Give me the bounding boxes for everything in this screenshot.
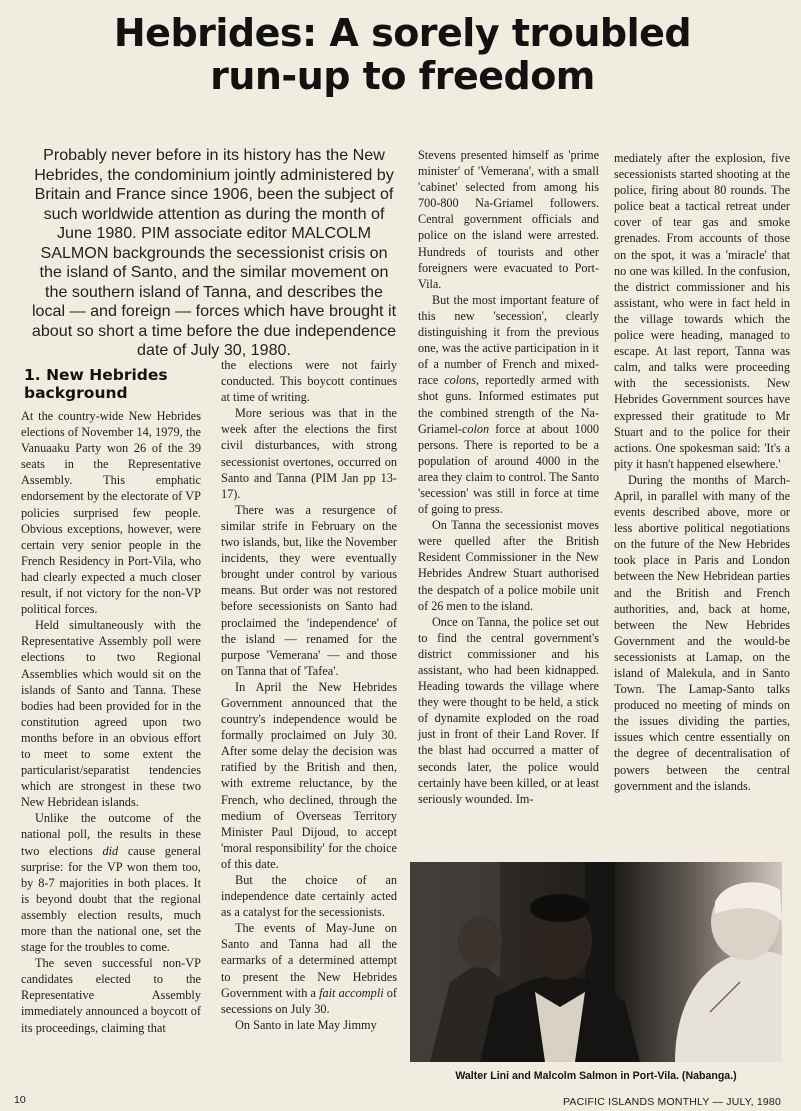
intro-standfirst: Probably never before in its history has the New Hebrides, the condominium jointly administered by Britain and France since 1906, been the subject of such worldwide attention as during the month of June 1980. PIM associate editor MALCOLM SALMON backgrounds the secessionist crisis on the island of Santo, and the similar movement on the southern island of Tanna, and describes the local — and foreign — forces which have brought it about so short a time before the due independence date of July 30, 1980. <box>31 146 397 359</box>
paragraph: At the country-wide New Hebrides elections of November 14, 1979, the Vanuaaku Party won 26 of the 39 seats in the Representative Assembly. This emphatic endorsement by the electorate of VP policies surprised few people. Obvious exceptions, however, were certain very senior people in the French Residency in Port-Vila, who had clearly expected a much closer result, if not victory for the non-VP political forces. <box>21 409 201 617</box>
paragraph: Once on Tanna, the police set out to find the central government's district commissioner and his assistant, who had been kidnapped. Heading towards the village where they were thought to be held, a stick of dynamite exploded on the road just in front of their Land Rover. If the blast had occurred a matter of seconds later, the police would certainly have been killed, or at least seriously wounded. Im- <box>418 614 599 806</box>
column-3 <box>418 147 599 807</box>
column-4 <box>614 150 790 794</box>
headline-line-1: Hebrides: A sorely troubled <box>113 11 692 55</box>
text-run: But the most important feature of this new 'secession', clearly distinguishing it from the previous one, was the active participation in it of a number of French and mixed-race <box>418 292 599 388</box>
paragraph: More serious was that in the week after the elections the first civil disturbances, with strong secessionist overtones, occurred on Santo and Tanna (PIM Jan pp 13-17). <box>221 406 397 501</box>
text-run: of secessions on July 30. <box>221 985 397 1016</box>
paragraph: There was a resurgence of similar strife in February on the two islands, but, like the November incidents, they were eventually brought under control by various means. But order was not restored before secessionists on Santo had proclaimed the 'independence' of the island — renamed for the purpose 'Vemerana' — and those on Tanna that of 'Tafea'. <box>221 502 397 678</box>
text-run: cause general surprise: for the VP won them too, by 8-7 majorities in both places. It is beyond doubt that the regional assembly election results, much more than the national one, set the stage for the troubles to come. <box>21 843 201 955</box>
emphasis: fait accompli <box>319 985 384 1000</box>
paragraph: But the choice of an independence date certainly acted as a catalyst for the secessionists. <box>221 873 397 920</box>
headline-line-2: run-up to freedom <box>210 54 595 98</box>
photo-illustration <box>410 862 782 1062</box>
paragraph: mediately after the explosion, five secessionists started shooting at the police, firing about 80 rounds. The police beat a tactical retreat under cover of tear gas and smoke grenades. From accounts of those on the spot, it was a 'miracle' that no one was killed. In the confusion, the district commissioner and his assistant, who were in fact held in the village towards which the police were heading, managed to escape. At last report, Tanna was calm, and talks were proceeding with the secessionists. New Hebrides Government sources have expressed their gratitude to Mr Stuart and to the police for their actions. One spokesman said: 'It's a pity it hasn't happened elsewhere.' <box>614 151 790 471</box>
emphasis: colon <box>462 421 490 436</box>
column-1 <box>21 408 201 1036</box>
photo-walter-lini-malcolm-salmon <box>410 862 782 1062</box>
paragraph <box>21 810 201 955</box>
column-2 <box>221 357 397 1033</box>
emphasis: did <box>102 843 119 858</box>
publication-footer: PACIFIC ISLANDS MONTHLY — JULY, 1980 <box>562 1096 781 1108</box>
photo-caption: Walter Lini and Malcolm Salmon in Port-Vila. (Nabanga.) <box>455 1070 737 1082</box>
paragraph: In April the New Hebrides Government announced that the country's independence would be formally proclaimed on July 30. After some delay the decision was ratified by the British and then, with extreme reluctance, by the French, who declined, through the medium of Overseas Territory Minister Paul Dijoud, to accept 'moral responsibility' for the choice of this date. <box>221 679 397 871</box>
text-run: reportedly armed with shot guns. Informed estimates put the combined strength of the Na-Griamel- <box>418 373 599 436</box>
paragraph <box>221 920 397 1017</box>
text-run: The events of May-June on Santo and Tanna had all the earmarks of a determined attempt to present the New Hebrides Government with a <box>221 921 397 1000</box>
paragraph <box>418 292 599 517</box>
text-run: Unlike the outcome of the national poll, the results in these two elections <box>21 811 201 858</box>
paragraph: The seven successful non-VP candidates elected to the Representative Assembly immediately announced a boycott of its proceedings, claiming that <box>21 956 201 1035</box>
page-number: 10 <box>14 1094 26 1106</box>
paragraph: Stevens presented himself as 'prime minister' of 'Vemerana', with a small 'cabinet' selected from among his 700-800 Na-Griamel followers. Central government officials and police on the island were arrested. Hundreds of tourists and other foreigners were evacuated to Port-Vila. <box>418 148 599 291</box>
paragraph: On Santo in late May Jimmy <box>235 1017 377 1032</box>
paragraph: On Tanna the secessionist moves were quelled after the British Resident Commissioner in the New Hebrides Andrew Stuart authorised the despatch of a police mobile unit of 26 men to the island. <box>418 518 599 613</box>
emphasis: colons, <box>444 373 480 388</box>
section-heading: 1. New Hebrides background <box>24 366 168 402</box>
text-run: force at about 1000 persons. There is reported to be a population of around 4000 in the area they claim to control. The Santo 'secession' was still in force at time of going to press. <box>418 421 599 517</box>
paragraph: During the months of March-April, in parallel with many of the events described above, more or less abortive political negotiations on the future of the New Hebrides took place in Paris and London between the New Hebridean parties and the British and French authorities, and, back at home, between the New Hebrides Government and the would-be secessionists at Lamap, on the island of Malekula, and in Santo Town. The Lamap-Santo talks produced no meeting of minds on the issues dividing the parties, issues which centre essentially on the degree of decentralisation of powers between the central government and the islands. <box>614 472 790 793</box>
headline <box>30 12 775 98</box>
paragraph: Held simultaneously with the Representative Assembly poll were elections to two Regional Assemblies which would sit on the islands of Santo and Tanna. These bodies had been provided for in the constitution agreed upon two months before in an obvious effort to meet to some extent the particularist/separatist tendencies which are strongest in these two New Hebridean islands. <box>21 618 201 810</box>
paragraph: the elections were not fairly conducted. This boycott continues at time of writing. <box>221 358 397 405</box>
